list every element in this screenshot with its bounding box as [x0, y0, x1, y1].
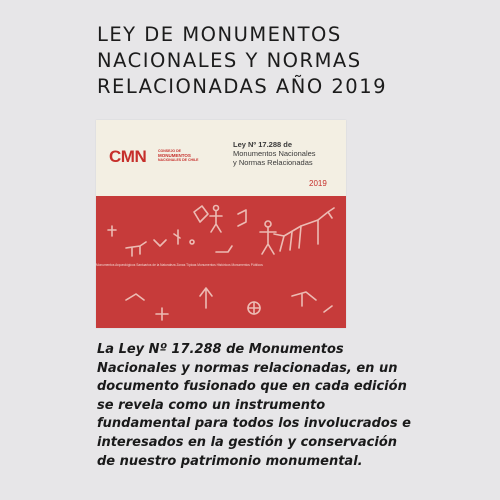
- cmn-logo-text: [158, 149, 218, 163]
- logo-line-3: NACIONALES DE CHILE: [158, 158, 199, 162]
- logo-line-2: MONUMENTOS: [158, 152, 191, 158]
- cover-title-line-3: y Normas Relacionadas: [233, 158, 313, 167]
- cover-header: [96, 120, 346, 196]
- cover-category-strip: Monumentos Arqueológicos Santuarios de la Naturaleza Zonas Típicas Monumentos Históricos Monumentos Públicos: [96, 263, 263, 267]
- cover-year: 2019: [309, 179, 327, 188]
- description-text: La Ley Nº 17.288 de Monumentos Nacionales y normas relacionadas, en un documento fusionado que en cada edición se revela como un instrumento fundamental para todos los involucrados e interesados en la gestión y conservación de nuestro patrimonio monumental.: [97, 342, 411, 469]
- logo-line-1: CONSEJO DE: [158, 149, 181, 153]
- cmn-logo: CMN: [109, 147, 147, 166]
- cover-title: [233, 140, 343, 167]
- petroglyph-art: [96, 196, 346, 328]
- cover-title-line-2: Monumentos Nacionales: [233, 149, 316, 158]
- page-title: LEY DE MONUMENTOS NACIONALES Y NORMAS RELACIONADAS AÑO 2019: [97, 23, 388, 98]
- book-cover-image: [96, 120, 346, 328]
- cover-title-line-1: Ley Nº 17.288 de: [233, 140, 293, 149]
